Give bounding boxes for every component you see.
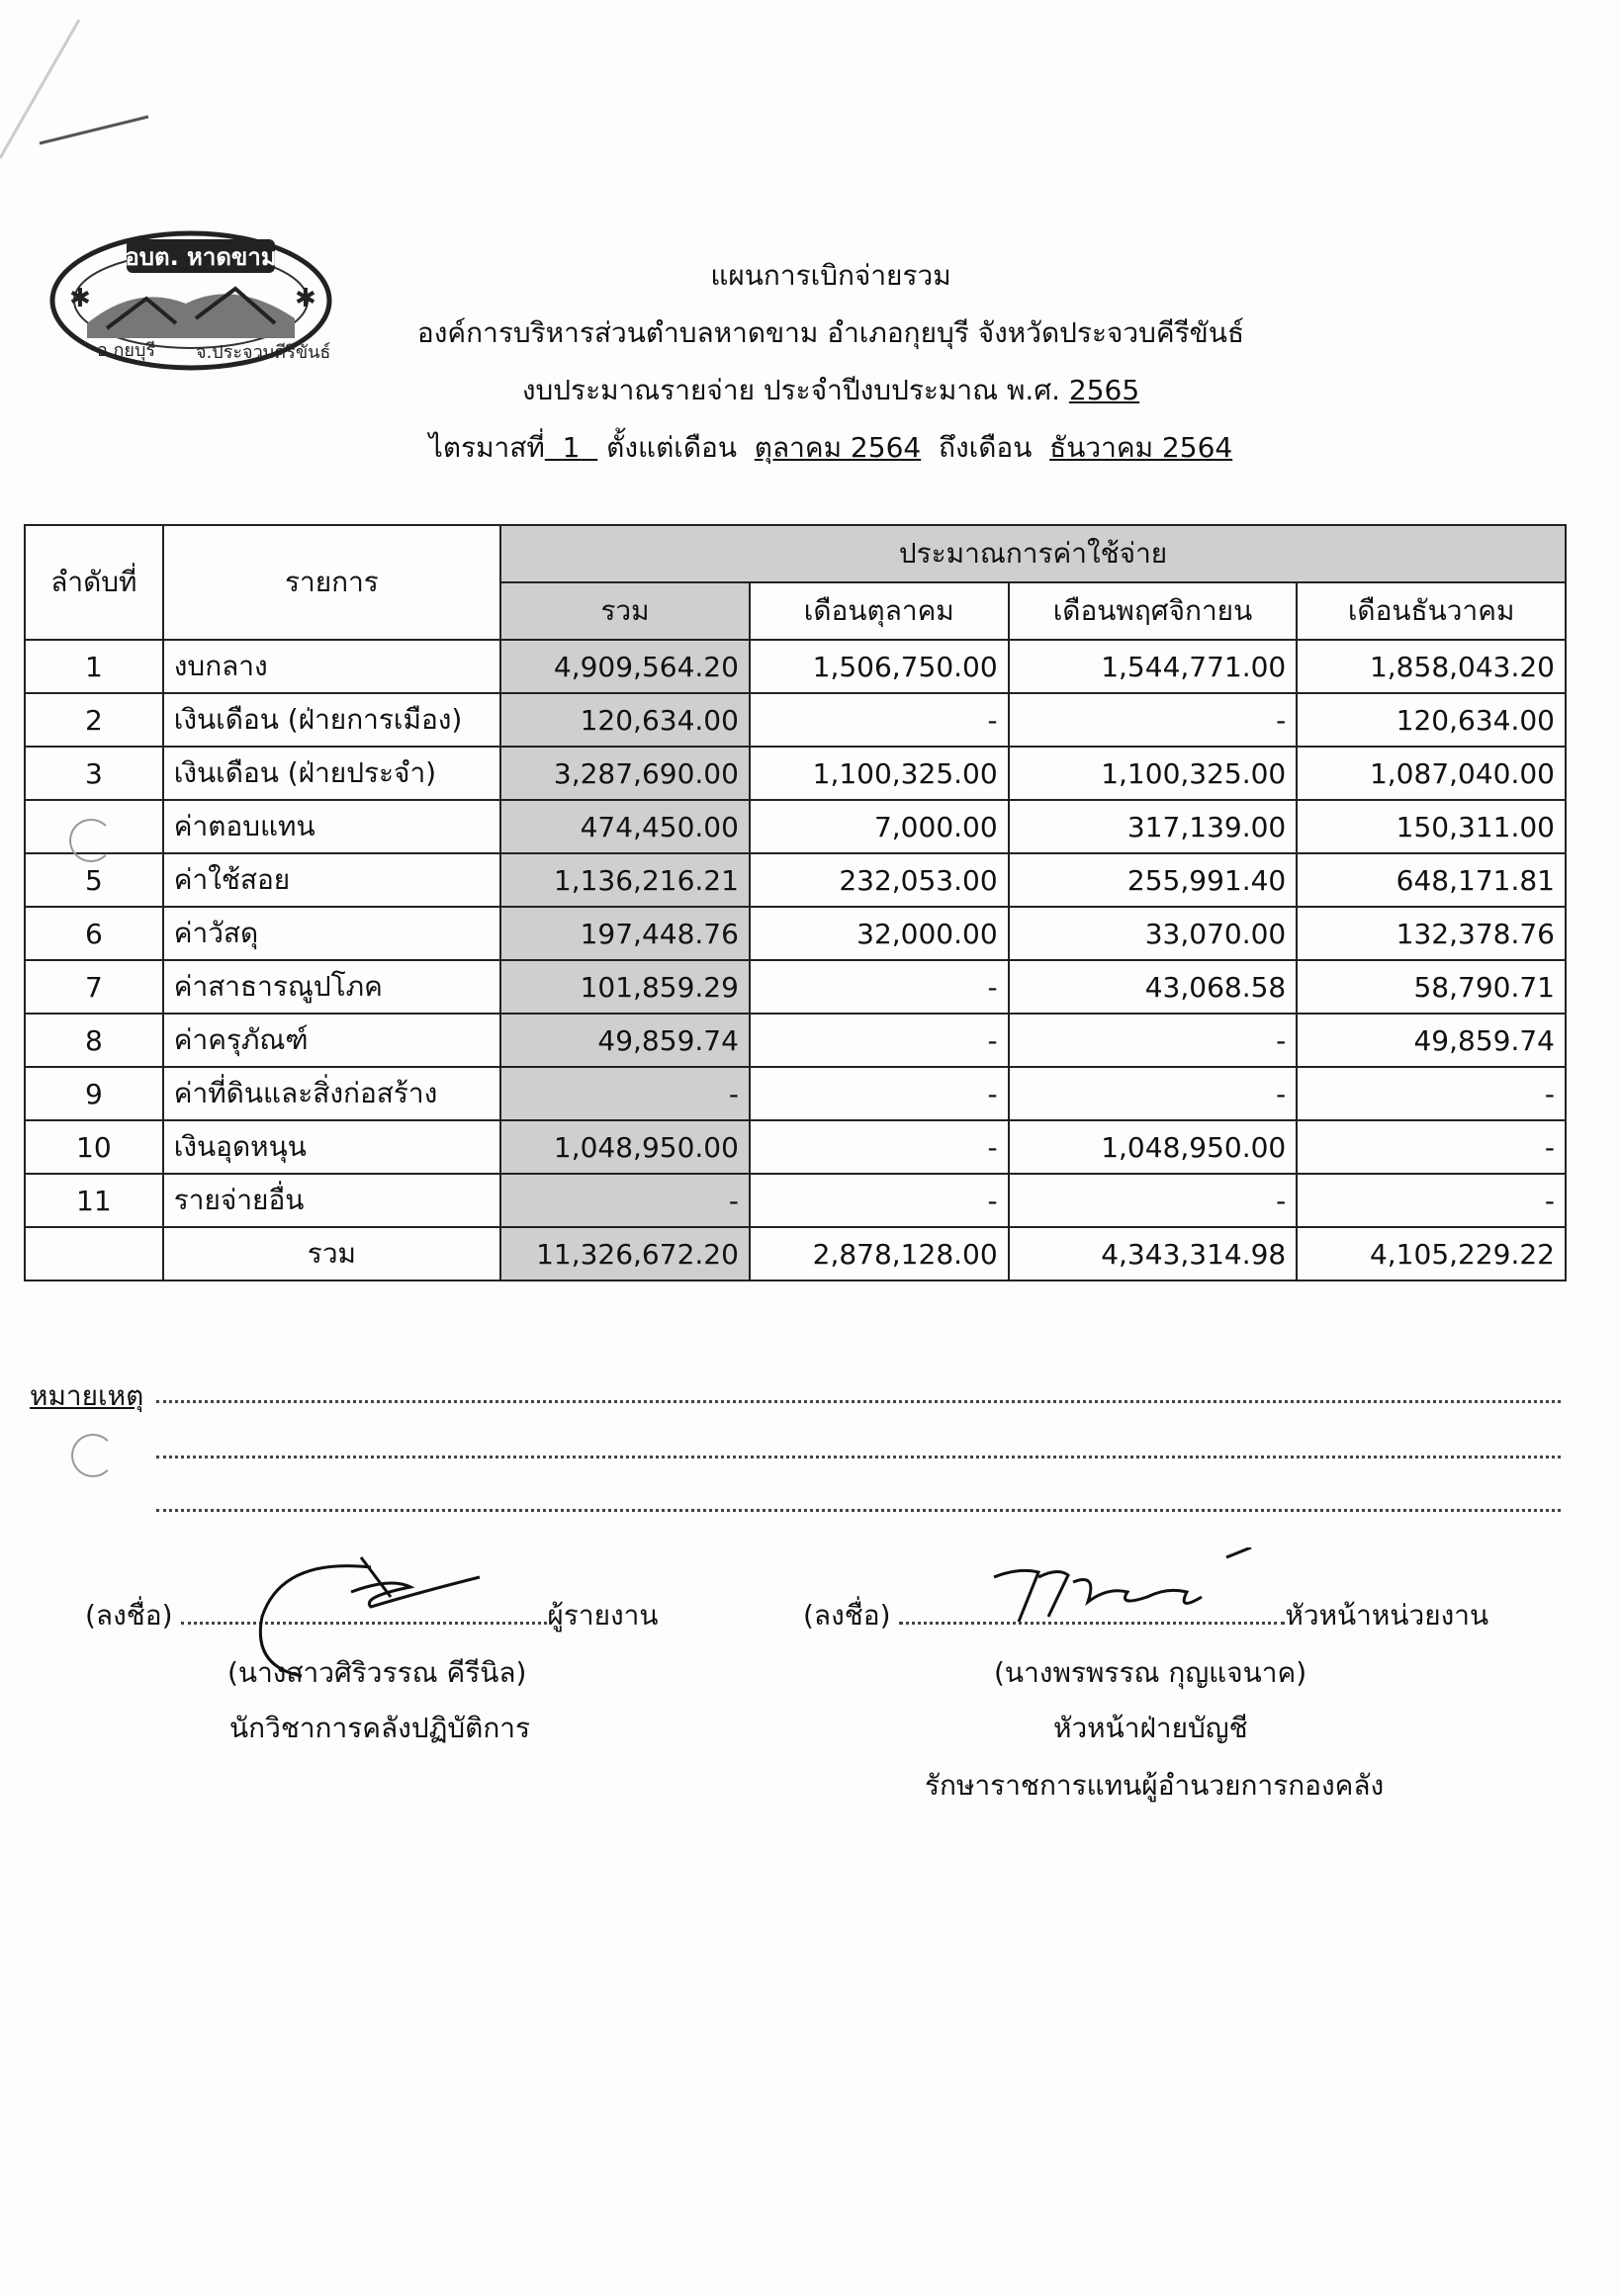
row-month3: 132,378.76 (1297, 907, 1566, 960)
head-role: หัวหน้าหน่วยงาน (1285, 1599, 1489, 1632)
row-number: 10 (25, 1120, 163, 1174)
to-month: ธันวาคม 2564 (1049, 431, 1233, 464)
row-month3: 49,859.74 (1297, 1014, 1566, 1067)
row-month3: - (1297, 1067, 1566, 1120)
row-month2: - (1009, 1067, 1298, 1120)
row-total: - (500, 1067, 750, 1120)
row-item: ค่าตอบแทน (163, 800, 500, 853)
row-month2: 1,544,771.00 (1009, 640, 1298, 693)
row-number: 5 (25, 853, 163, 907)
row-item: ค่าใช้สอย (163, 853, 500, 907)
svg-text:อบต. หาดขาม: อบต. หาดขาม (125, 243, 277, 271)
budget-year: 2565 (1068, 374, 1140, 406)
row-number: 7 (25, 960, 163, 1014)
svg-text:✱: ✱ (295, 284, 316, 313)
row-number: 1 (25, 640, 163, 693)
row-month1: 32,000.00 (750, 907, 1009, 960)
from-label: ตั้งแต่เดือน (606, 431, 737, 464)
table-row (25, 907, 1566, 960)
row-total: 101,859.29 (500, 960, 750, 1014)
reporter-role: ผู้รายงาน (547, 1599, 659, 1632)
from-month: ตุลาคม 2564 (754, 431, 922, 464)
row-item: ค่าที่ดินและสิ่งก่อสร้าง (163, 1067, 500, 1120)
table-row (25, 853, 1566, 907)
row-month3: 120,634.00 (1297, 693, 1566, 747)
row-month1: - (750, 693, 1009, 747)
svg-text:อ.กุยบุรี: อ.กุยบุรี (97, 340, 156, 361)
row-item: ค่าวัสดุ (163, 907, 500, 960)
row-month1: - (750, 1014, 1009, 1067)
header-period (336, 419, 1325, 477)
col-item-header: รายการ (163, 525, 500, 640)
row-month2: 317,139.00 (1009, 800, 1298, 853)
row-month2: 255,991.40 (1009, 853, 1298, 907)
row-month3: 1,858,043.20 (1297, 640, 1566, 693)
col-month1-header: เดือนตุลาคม (750, 582, 1009, 640)
quarter-value: 1 (562, 431, 581, 464)
remarks-line (156, 1509, 1561, 1512)
row-total: 197,448.76 (500, 907, 750, 960)
left-signer-position: นักวิชาการคลังปฏิบัติการ (229, 1712, 531, 1744)
row-month1: - (750, 960, 1009, 1014)
to-label: ถึงเดือน (939, 431, 1033, 464)
right-signer-position: หัวหน้าฝ่ายบัญชี (1053, 1712, 1248, 1744)
row-month3: 648,171.81 (1297, 853, 1566, 907)
row-item: งบกลาง (163, 640, 500, 693)
budget-year-label: งบประมาณรายจ่าย ประจำปีงบประมาณ พ.ศ. (521, 374, 1061, 406)
table-row (25, 693, 1566, 747)
row-item: ค่าครุภัณฑ์ (163, 1014, 500, 1067)
sum-total: 11,326,672.20 (500, 1227, 750, 1280)
right-signer-acting-position: รักษาราชการแทนผู้อำนวยการกองคลัง (925, 1769, 1385, 1802)
header-title: แผนการเบิกจ่ายรวม (710, 259, 951, 292)
header-budget-year (336, 362, 1325, 419)
row-month3: 150,311.00 (1297, 800, 1566, 853)
row-item: ค่าสาธารณูปโภค (163, 960, 500, 1014)
row-month2: - (1009, 693, 1298, 747)
row-month1: 7,000.00 (750, 800, 1009, 853)
quarter-label: ไตรมาสที่ (428, 431, 545, 464)
punch-hole-mark (71, 1434, 115, 1477)
row-month2: 43,068.58 (1009, 960, 1298, 1014)
col-no-header: ลำดับที่ (25, 525, 163, 640)
header-organization: องค์การบริหารส่วนตำบลหาดขาม อำเภอกุยบุรี จังหวัดประจวบคีรีขันธ์ (416, 316, 1245, 349)
svg-text:✱: ✱ (69, 284, 91, 313)
table-row (25, 747, 1566, 800)
left-signer-name: (นางสาวศิริวรรณ คีรีนิล) (227, 1656, 527, 1689)
row-month1: 232,053.00 (750, 853, 1009, 907)
organization-seal (47, 229, 334, 373)
table-row (25, 800, 1566, 853)
row-number: 6 (25, 907, 163, 960)
svg-text:จ.ประจวบคีรีขันธ์: จ.ประจวบคีรีขันธ์ (196, 342, 331, 363)
col-month2-header: เดือนพฤศจิกายน (1009, 582, 1298, 640)
row-month1: 1,100,325.00 (750, 747, 1009, 800)
row-month3: 58,790.71 (1297, 960, 1566, 1014)
col-total-header: รวม (500, 582, 750, 640)
row-total: 1,048,950.00 (500, 1120, 750, 1174)
row-month3: 1,087,040.00 (1297, 747, 1566, 800)
remarks-line (156, 1400, 1561, 1403)
row-total: - (500, 1174, 750, 1227)
sign-label: (ลงชื่อ) (803, 1599, 891, 1632)
row-month1: - (750, 1067, 1009, 1120)
row-month2: - (1009, 1174, 1298, 1227)
row-month2: 1,100,325.00 (1009, 747, 1298, 800)
table-row (25, 1014, 1566, 1067)
row-month2: 1,048,950.00 (1009, 1120, 1298, 1174)
disbursement-table (24, 524, 1567, 1281)
table-row (25, 640, 1566, 693)
row-total: 474,450.00 (500, 800, 750, 853)
row-month2: 33,070.00 (1009, 907, 1298, 960)
row-month3: - (1297, 1174, 1566, 1227)
row-month1: - (750, 1174, 1009, 1227)
row-total: 49,859.74 (500, 1014, 750, 1067)
row-total: 4,909,564.20 (500, 640, 750, 693)
right-handwritten-signature (979, 1547, 1276, 1636)
table-row (25, 1174, 1566, 1227)
row-item: เงินเดือน (ฝ่ายการเมือง) (163, 693, 500, 747)
col-group-header: ประมาณการค่าใช้จ่าย (500, 525, 1566, 582)
col-month3-header: เดือนธันวาคม (1297, 582, 1566, 640)
sum-row (25, 1227, 1566, 1280)
sum-month1: 2,878,128.00 (750, 1227, 1009, 1280)
row-number: 2 (25, 693, 163, 747)
remarks-line (156, 1456, 1561, 1458)
sum-month2: 4,343,314.98 (1009, 1227, 1298, 1280)
table-row (25, 1067, 1566, 1120)
document-header (336, 247, 1325, 477)
sum-month3: 4,105,229.22 (1297, 1227, 1566, 1280)
table-row (25, 1120, 1566, 1174)
row-total: 1,136,216.21 (500, 853, 750, 907)
remarks-label: หมายเหตุ (30, 1379, 144, 1412)
sum-label: รวม (163, 1227, 500, 1280)
row-item: เงินเดือน (ฝ่ายประจำ) (163, 747, 500, 800)
row-month2: - (1009, 1014, 1298, 1067)
row-number: 8 (25, 1014, 163, 1067)
row-number: 9 (25, 1067, 163, 1120)
row-month3: - (1297, 1120, 1566, 1174)
sign-label: (ลงชื่อ) (85, 1599, 173, 1632)
row-month1: 1,506,750.00 (750, 640, 1009, 693)
row-number: 3 (25, 747, 163, 800)
table-row (25, 960, 1566, 1014)
right-signer-name: (นางพรพรรณ กุญแจนาค) (994, 1656, 1307, 1689)
row-total: 120,634.00 (500, 693, 750, 747)
row-item: รายจ่ายอื่น (163, 1174, 500, 1227)
staple-mark (0, 0, 198, 198)
punch-hole-mark (69, 819, 113, 862)
row-total: 3,287,690.00 (500, 747, 750, 800)
row-item: เงินอุดหนุน (163, 1120, 500, 1174)
row-number: 11 (25, 1174, 163, 1227)
row-month1: - (750, 1120, 1009, 1174)
